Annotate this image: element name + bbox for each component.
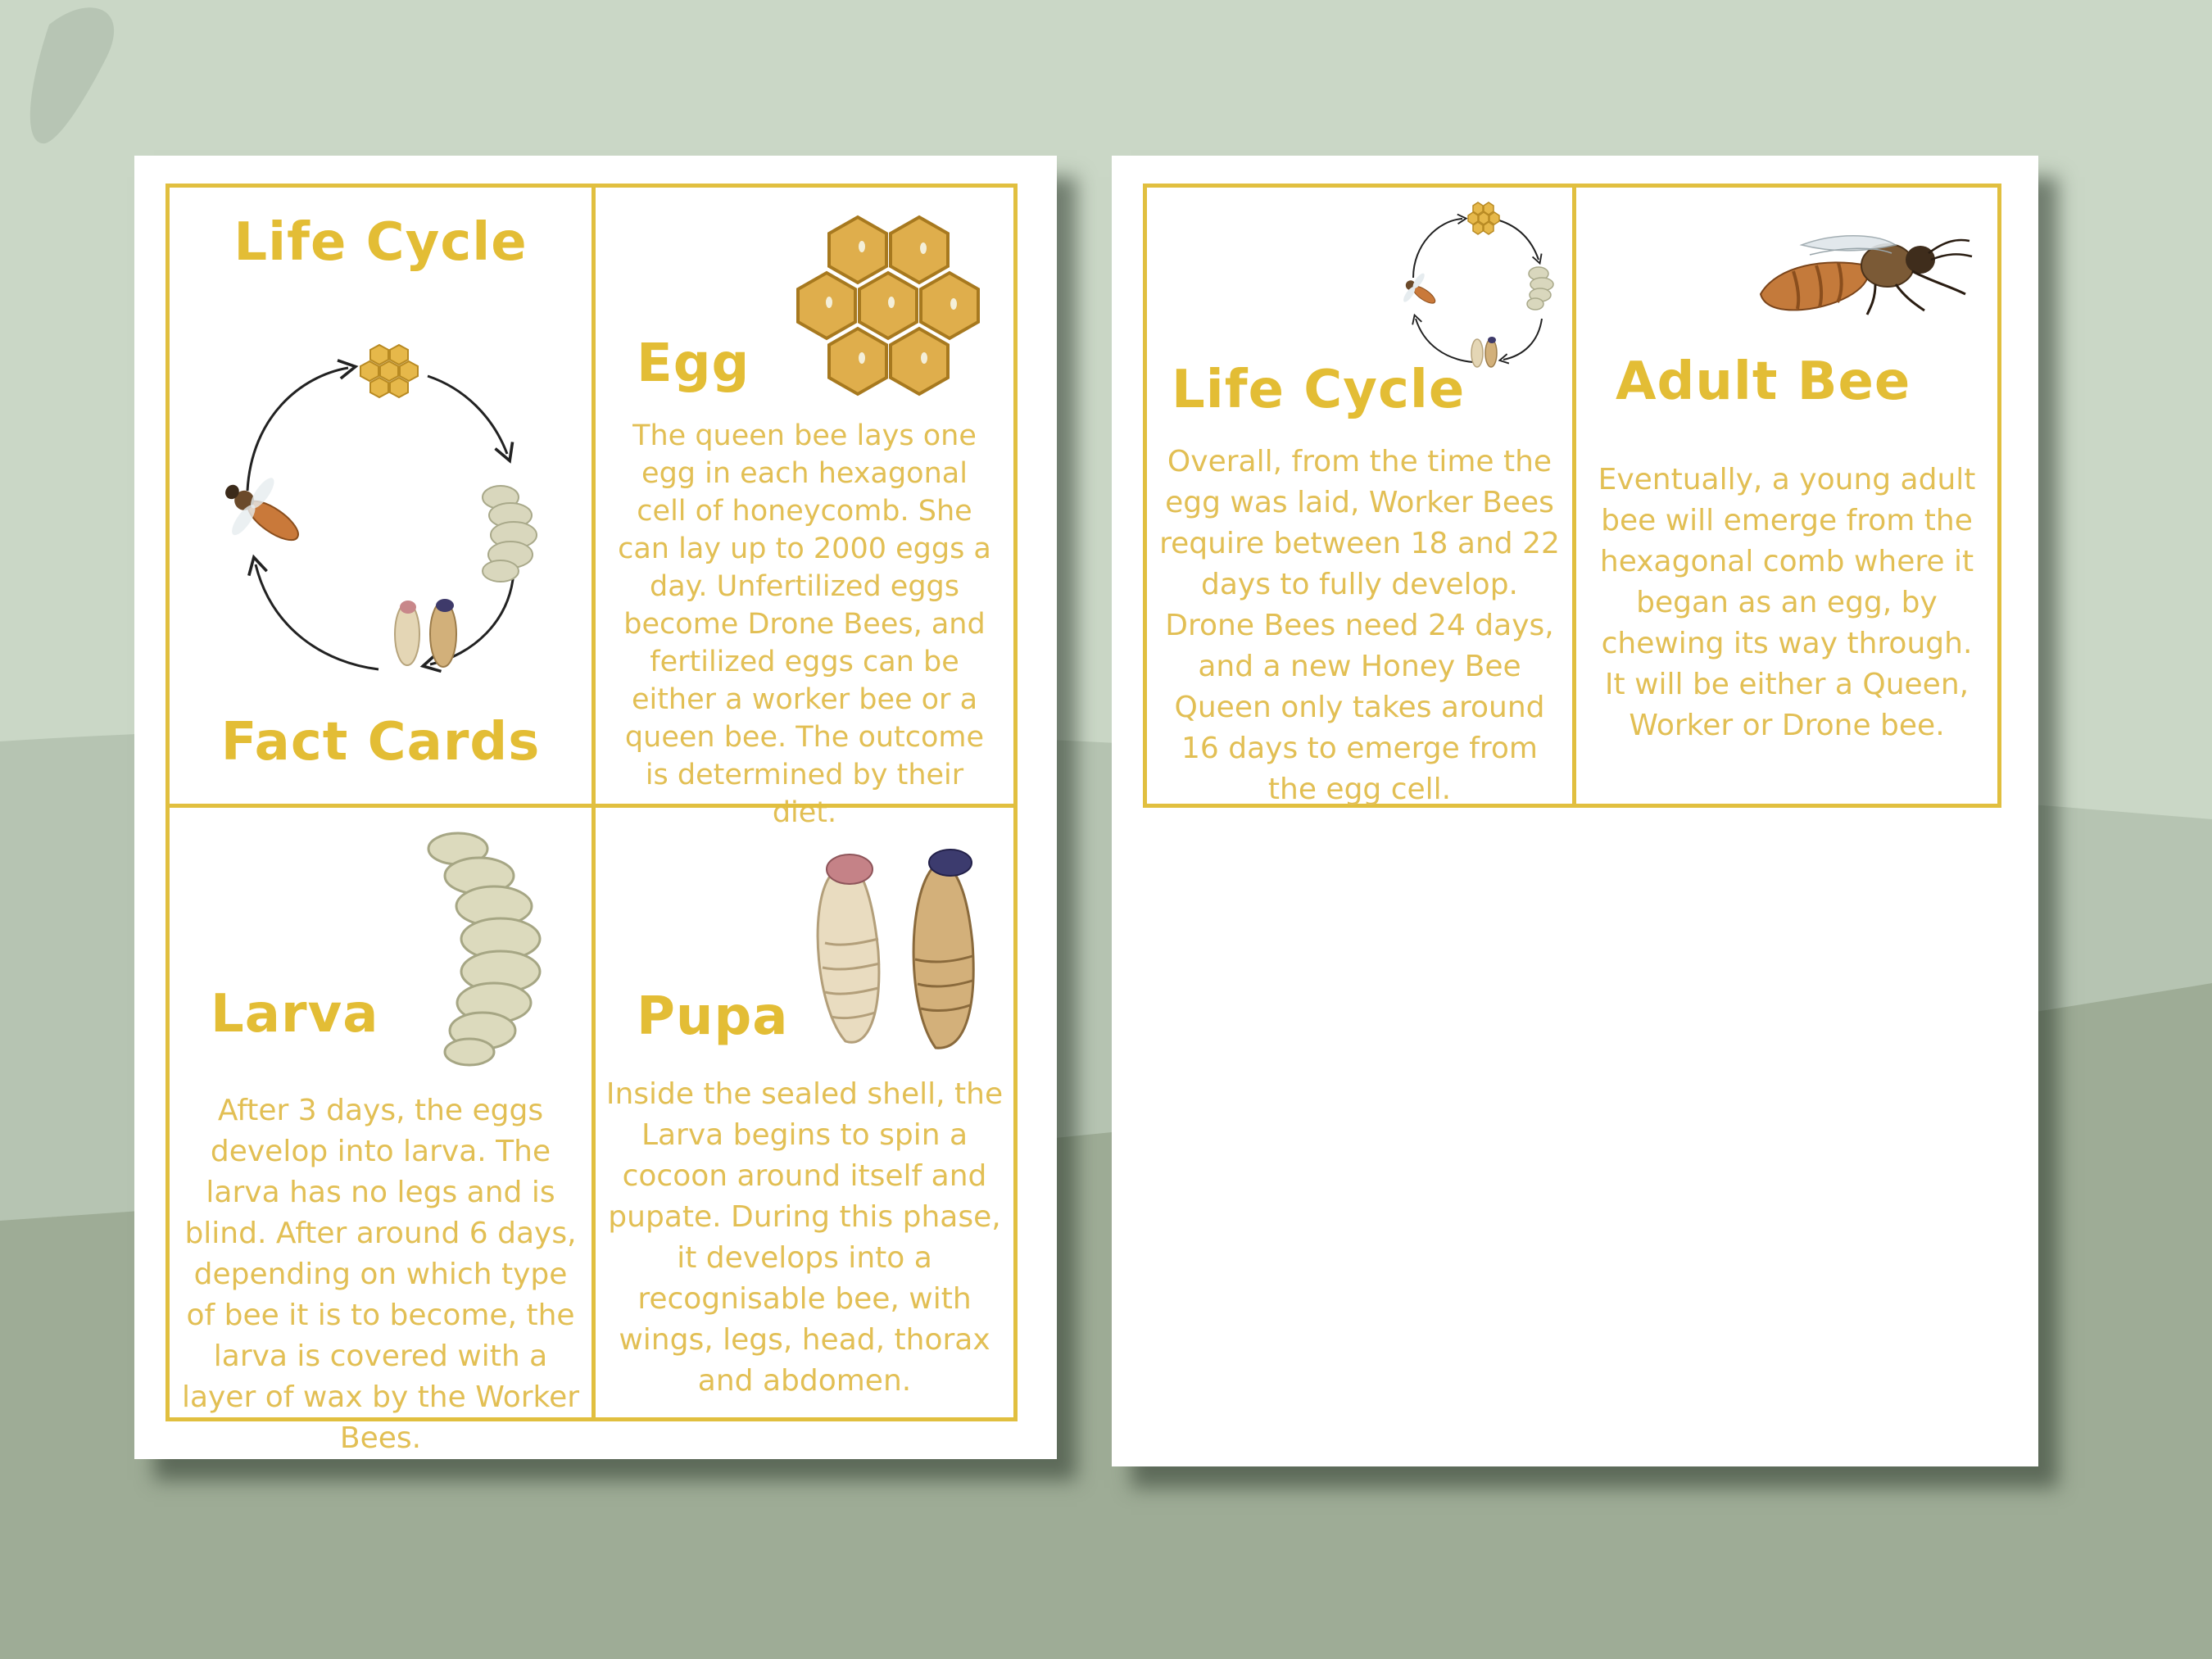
pupa-text: Inside the sealed shell, the Larva begins to spin a cocoon around itself and pupate. During this phase, it develops into a recognisable bee, with wings, legs, head, thorax and abdomen. <box>605 1077 1004 1398</box>
cover-title-bottom: Fact Cards <box>220 712 541 773</box>
right-page <box>1112 156 2038 1466</box>
fact-card-grid-left <box>165 184 1018 1455</box>
left-page <box>134 156 1057 1459</box>
adult-bee-card <box>1572 188 1997 804</box>
life-cycle-text: Overall, from the time the egg was laid, Worker Bees require between 18 and 22 days to fully develop. Drone Bees need 24 days, and a new Honey Bee Queen only takes around 16 days to emerge from the egg cell. <box>1159 445 1560 806</box>
small-life-cycle-diagram-icon <box>1393 196 1557 368</box>
egg-title: Egg <box>637 333 750 394</box>
life-cycle-card <box>1147 188 1572 804</box>
egg-text: The queen bee lays one egg in each hexagonal cell of honeycomb. She can lay up to 2000 eggs a day. Unfertilized eggs become Drone Bees, and fertilized eggs can be either a worker bee or a queen bee. The outcome is determined by their diet. <box>618 419 991 829</box>
pupa-title: Pupa <box>637 986 789 1047</box>
cover-title-top: Life Cycle <box>233 212 528 273</box>
egg-card <box>592 188 1013 829</box>
adult-bee-title: Adult Bee <box>1616 351 1911 412</box>
honeycomb-illustration-icon <box>780 217 993 406</box>
pupa-illustration-icon <box>805 845 993 1066</box>
life-cycle-diagram-icon <box>202 302 563 679</box>
life-cycle-title: Life Cycle <box>1172 360 1466 420</box>
adult-bee-text: Eventually, a young adult bee will emerge from the hexagonal comb where it began as an egg, by chewing its way through. It will be either a Queen, Worker or Drone bee. <box>1598 463 1976 742</box>
larva-text: After 3 days, the eggs develop into larva. The larva has no legs and is blind. After around 6 days, depending on which type of bee it is to become, the larva is covered with a layer of wax by the Worker Bees. <box>181 1094 580 1455</box>
larva-illustration-icon <box>415 831 555 1068</box>
adult-bee-illustration-icon <box>1752 220 1974 319</box>
larva-title: Larva <box>211 984 379 1045</box>
fact-card-grid-right <box>1143 184 2001 808</box>
cover-card <box>170 188 592 804</box>
pupa-card <box>592 804 1013 1417</box>
larva-card <box>170 804 592 1455</box>
